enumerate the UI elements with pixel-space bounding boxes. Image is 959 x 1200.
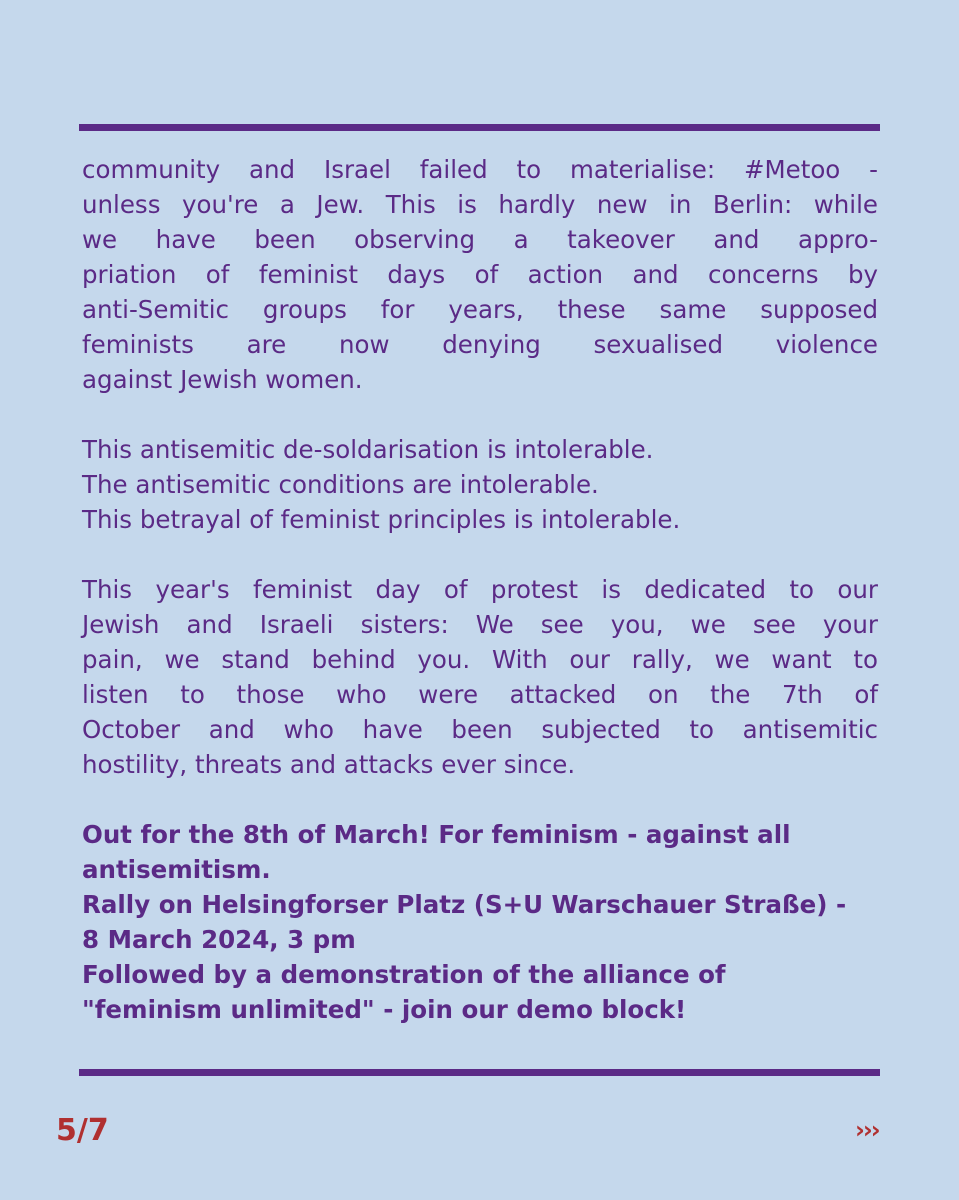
text-line: October and who have been subjected to antisemitic bbox=[82, 715, 878, 744]
text-line: feminists are now denying sexualised violence bbox=[82, 330, 878, 359]
text-line: Out for the 8th of March! For feminism - against all bbox=[82, 820, 791, 849]
text-line: This antisemitic de-soldarisation is intolerable. bbox=[82, 435, 654, 464]
top-divider bbox=[79, 124, 880, 131]
text-line: This year's feminist day of protest is dedicated to our bbox=[82, 575, 878, 604]
text-line: anti-Semitic groups for years, these same supposed bbox=[82, 295, 878, 324]
text-line: hostility, threats and attacks ever since. bbox=[82, 750, 576, 779]
call-to-action bbox=[82, 817, 878, 1027]
next-page-arrows[interactable]: ››› bbox=[855, 1116, 879, 1144]
text-line: listen to those who were attacked on the 7th of bbox=[82, 680, 878, 709]
text-line: This betrayal of feminist principles is intolerable. bbox=[82, 505, 681, 534]
bottom-divider bbox=[79, 1069, 880, 1076]
text-line: Followed by a demonstration of the alliance of bbox=[82, 960, 726, 989]
text-line: against Jewish women. bbox=[82, 365, 363, 394]
text-line: pain, we stand behind you. With our rally, we want to bbox=[82, 645, 878, 674]
text-line: Rally on Helsingforser Platz (S+U Warschauer Straße) - bbox=[82, 890, 847, 919]
text-line: "feminism unlimited" - join our demo block! bbox=[82, 995, 687, 1024]
text-line: antisemitism. bbox=[82, 855, 271, 884]
text-line: unless you're a Jew. This is hardly new in Berlin: while bbox=[82, 190, 878, 219]
text-line: we have been observing a takeover and appro- bbox=[82, 225, 878, 254]
text-line: priation of feminist days of action and concerns by bbox=[82, 260, 878, 289]
page-indicator: 5/7 bbox=[56, 1113, 109, 1148]
document-body bbox=[82, 152, 878, 1027]
paragraph-context bbox=[82, 152, 878, 397]
text-line: Jewish and Israeli sisters: We see you, we see your bbox=[82, 610, 878, 639]
paragraph-intolerable bbox=[82, 432, 878, 537]
text-line: 8 March 2024, 3 pm bbox=[82, 925, 356, 954]
text-line: community and Israel failed to materialise: #Metoo - bbox=[82, 155, 878, 184]
paragraph-dedication bbox=[82, 572, 878, 782]
text-line: The antisemitic conditions are intolerable. bbox=[82, 470, 599, 499]
